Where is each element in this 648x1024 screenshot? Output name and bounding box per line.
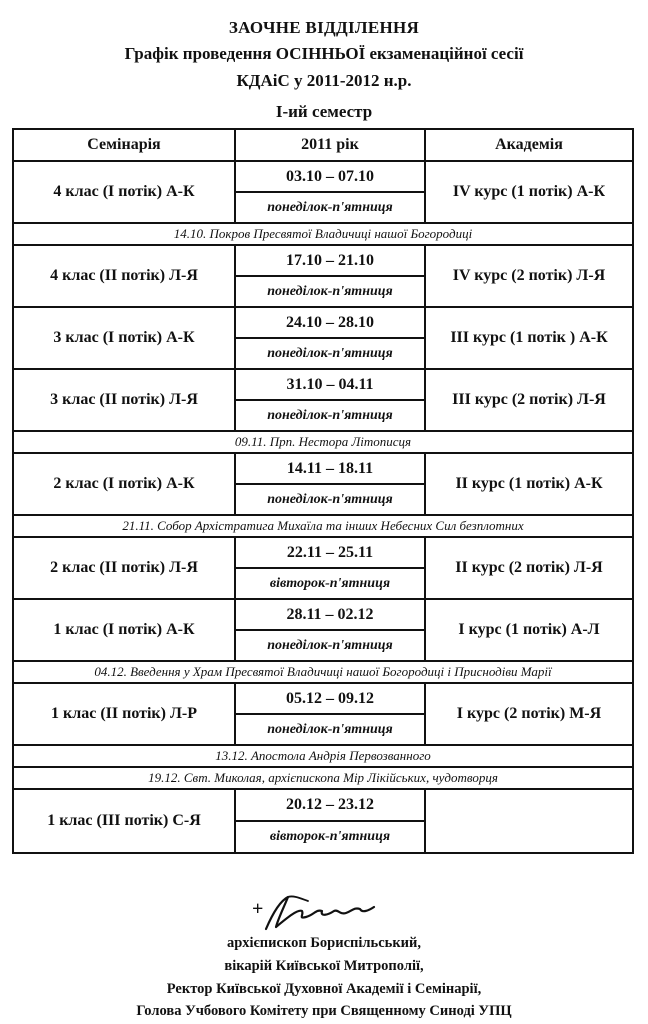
weekday-range: понеділок-п'ятниця bbox=[267, 199, 393, 215]
date-range: 03.10 – 07.10 bbox=[236, 162, 424, 193]
session-dates-cell bbox=[236, 538, 426, 598]
holiday-text: 19.12. Свт. Миколая, архієпископа Мір Лікійських, чудотворця bbox=[148, 770, 498, 785]
seminary-group: 4 клас (ІІ потік) Л-Я bbox=[14, 246, 236, 306]
holiday-text: 13.12. Апостола Андрія Первозванного bbox=[215, 748, 431, 763]
column-header-seminary: Семінарія bbox=[14, 130, 236, 160]
holiday-text: 04.12. Введення у Храм Пресвятої Владичиці нашої Богородиці і Приснодіви Марії bbox=[94, 664, 552, 679]
academy-group: ІІ курс (1 потік) А-К bbox=[455, 475, 603, 492]
academy-group bbox=[426, 790, 632, 852]
weekday-range: понеділок-п'ятниця bbox=[267, 283, 393, 299]
signatory-title-2: вікарій Київської Митрополії, bbox=[224, 958, 424, 974]
holiday-text: 09.11. Прп. Нестора Літописця bbox=[234, 434, 412, 449]
date-range: 14.11 – 18.11 bbox=[236, 454, 424, 485]
holiday-row bbox=[14, 432, 632, 454]
holiday-row bbox=[14, 516, 632, 538]
academy-group: І курс (2 потік) М-Я bbox=[456, 705, 602, 722]
table-header-row bbox=[14, 130, 632, 162]
holiday-text: 14.10. Покров Пресвятої Владичиці нашої Богородиці bbox=[173, 226, 473, 241]
academy-group: ІІІ курс (2 потік) Л-Я bbox=[452, 391, 606, 408]
session-dates-cell bbox=[236, 246, 426, 306]
table-body bbox=[14, 162, 632, 852]
session-row bbox=[14, 370, 632, 432]
seminary-group: 4 клас (І потік) А-К bbox=[14, 162, 236, 222]
signature-icon bbox=[258, 893, 388, 933]
seminary-group: 2 клас (ІІ потік) Л-Я bbox=[14, 538, 236, 598]
signatory-title-4: Голова Учбового Комітету при Священному Синоді УПЦ bbox=[136, 1003, 512, 1019]
session-row bbox=[14, 246, 632, 308]
date-range: 24.10 – 28.10 bbox=[236, 308, 424, 339]
seminary-group: 3 клас (ІІ потік) Л-Я bbox=[14, 370, 236, 430]
holiday-row bbox=[14, 662, 632, 684]
session-row bbox=[14, 162, 632, 224]
signatory-title-1: архієпископ Бориспільський, bbox=[226, 935, 422, 951]
signatory-title-3: Ректор Київської Духовної Академії і Семінарії, bbox=[166, 981, 482, 997]
academy-group: І курс (1 потік) А-Л bbox=[458, 621, 600, 638]
cross-mark: + bbox=[252, 898, 264, 920]
schedule-title: Графік проведення ОСІННЬОЇ екзаменаційної сесії bbox=[124, 44, 524, 63]
session-dates-cell bbox=[236, 162, 426, 222]
date-range: 31.10 – 04.11 bbox=[236, 370, 424, 401]
session-row bbox=[14, 600, 632, 662]
exam-schedule-table bbox=[12, 128, 634, 854]
weekday-range: вівторок-п'ятниця bbox=[269, 829, 391, 844]
weekday-range: вівторок-п'ятниця bbox=[269, 575, 391, 591]
date-range: 05.12 – 09.12 bbox=[236, 684, 424, 715]
page-title: ЗАОЧНЕ ВІДДІЛЕННЯ bbox=[228, 18, 420, 37]
session-dates-cell bbox=[236, 684, 426, 744]
date-range: 22.11 – 25.11 bbox=[236, 538, 424, 569]
academy-group: ІІ курс (2 потік) Л-Я bbox=[455, 559, 603, 576]
session-dates-cell bbox=[236, 790, 426, 852]
seminary-group: 2 клас (І потік) А-К bbox=[14, 454, 236, 514]
weekday-range: понеділок-п'ятниця bbox=[267, 637, 393, 653]
session-dates-cell bbox=[236, 600, 426, 660]
session-dates-cell bbox=[236, 308, 426, 368]
weekday-range: понеділок-п'ятниця bbox=[267, 407, 393, 423]
seminary-group: 1 клас (І потік) А-К bbox=[14, 600, 236, 660]
session-row bbox=[14, 538, 632, 600]
holiday-text: 21.11. Собор Архістратига Михаїла та інших Небесних Сил безплотних bbox=[122, 518, 524, 533]
date-range: 28.11 – 02.12 bbox=[236, 600, 424, 631]
session-row bbox=[14, 684, 632, 746]
holiday-row bbox=[14, 768, 632, 790]
column-header-year: 2011 рік bbox=[236, 130, 426, 160]
academy-group: IV курс (2 потік) Л-Я bbox=[452, 267, 606, 284]
semester-label: І-ий семестр bbox=[275, 102, 373, 121]
institution-year: КДАіС у 2011-2012 н.р. bbox=[236, 71, 412, 90]
holiday-row bbox=[14, 746, 632, 768]
seminary-group: 1 клас (ІІ потік) Л-Р bbox=[14, 684, 236, 744]
session-dates-cell bbox=[236, 454, 426, 514]
date-range: 17.10 – 21.10 bbox=[236, 246, 424, 277]
session-row bbox=[14, 790, 632, 852]
session-row bbox=[14, 308, 632, 370]
session-dates-cell bbox=[236, 370, 426, 430]
academy-group: ІІІ курс (1 потік ) А-К bbox=[450, 329, 608, 346]
seminary-group: 3 клас (І потік) А-К bbox=[14, 308, 236, 368]
date-range: 20.12 – 23.12 bbox=[236, 790, 424, 822]
weekday-range: понеділок-п'ятниця bbox=[267, 491, 393, 507]
academy-group: IV курс (1 потік) А-К bbox=[452, 183, 606, 200]
session-row bbox=[14, 454, 632, 516]
weekday-range: понеділок-п'ятниця bbox=[267, 721, 393, 737]
seminary-group: 1 клас (ІІІ потік) С-Я bbox=[14, 790, 236, 852]
column-header-academy: Академія bbox=[495, 136, 563, 153]
holiday-row bbox=[14, 224, 632, 246]
weekday-range: понеділок-п'ятниця bbox=[267, 345, 393, 361]
